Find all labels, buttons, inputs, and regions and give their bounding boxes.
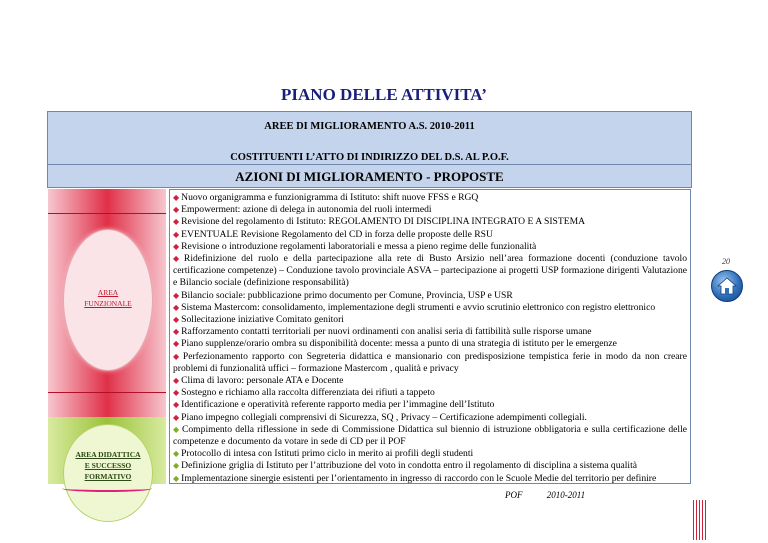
- header-line-1: AREE DI MIGLIORAMENTO A.S. 2010-2011: [264, 121, 475, 132]
- decorative-bars: [693, 500, 707, 540]
- list-item: ◆ Piano impegno collegiali comprensivi di Sicurezza, SQ , Privacy – Certificazione adempimenti collegiali.: [173, 412, 687, 424]
- footer-year: 2010-2011: [546, 490, 586, 500]
- list-item: ◆ Revisione o introduzione regolamenti laboratoriali e messa a pieno regime delle funzionalità: [173, 241, 687, 253]
- list-item: ◆ Revisione del regolamento di Istituto: REGOLAMENTO DI DISCIPLINA INTEGRATO E A SISTEMA: [173, 216, 687, 228]
- list-item: ◆ EVENTUALE Revisione Regolamento del CD in forza delle proposte delle RSU: [173, 229, 687, 241]
- list-item: ◆ Perfezionamento rapporto con Segreteria didattica e mansionario con predisposizione tempistica ferie in modo da non creare problemi di funzionalità uffici – formazione Mastercom , qualità e privacy: [173, 351, 687, 375]
- divider: [48, 392, 166, 393]
- list-item: ◆ Definizione griglia di Istituto per l’attribuzione del voto in condotta entro il regolamento di disciplina a sistema qualità: [173, 460, 687, 472]
- list-item: ◆ Clima di lavoro: personale ATA e Docente: [173, 375, 687, 387]
- list-item: ◆ Piano supplenze/orario ombra su disponibilità docente: messa a punto di una strategia di istituto per le emergenze: [173, 338, 687, 350]
- page-title: PIANO DELLE ATTIVITA’: [281, 85, 487, 104]
- list-item: ◆ Sollecitazione iniziative Comitato genitori: [173, 314, 687, 326]
- footer-pof: POF: [505, 490, 523, 500]
- list-item: ◆ Bilancio sociale: pubblicazione primo documento per Comune, Provincia, USP e USR: [173, 290, 687, 302]
- divider: [48, 213, 166, 214]
- home-icon[interactable]: [711, 270, 743, 302]
- area-funzionale-badge: [63, 229, 153, 371]
- list-item: ◆ Implementazione sinergie esistenti per l’orientamento in ingresso di raccordo con le Scuole Medie del territorio per definire: [173, 473, 687, 484]
- area-column: [48, 189, 166, 484]
- area-didattica-label: AREA DIDATTICA E SUCCESSO FORMATIVO: [75, 450, 141, 481]
- area-didattica-panel: [48, 417, 166, 484]
- subheader-box: [47, 164, 692, 188]
- list-item: ◆ Sistema Mastercom: consolidamento, implementazione degli strumenti e avvio scrutinio elettronico con registro elettronico: [173, 302, 687, 314]
- decorative-curve: [62, 485, 152, 492]
- list-item: ◆ Identificazione e operatività referente rapporto media per l’immagine dell’Istituto: [173, 399, 687, 411]
- list-item: ◆ Empowerment: azione di delega in autonomia del ruoli intermedi: [173, 204, 687, 216]
- area-funzionale-panel: [48, 189, 166, 417]
- list-item: ◆ Compimento della riflessione in sede di Commissione Didattica sul biennio di istruzione obbligatoria e sulla certificazione delle competenze e documento da votare in sede di CD per il POF: [173, 424, 687, 448]
- page-number: 20: [722, 257, 730, 266]
- header-line-2: COSTITUENTI L’ATTO DI INDIRIZZO DEL D.S. AL P.O.F.: [230, 152, 509, 163]
- area-funzionale-label: AREA FUNZIONALE: [84, 288, 132, 308]
- list-item: ◆ Sostegno e richiamo alla raccolta differenziata dei rifiuti a tappeto: [173, 387, 687, 399]
- actions-content: [169, 189, 691, 484]
- footer: [505, 490, 607, 500]
- area-didattica-badge: [63, 424, 153, 522]
- subheader-title: AZIONI DI MIGLIORAMENTO - PROPOSTE: [235, 169, 504, 184]
- list-item: ◆ Ridefinizione del ruolo e della partecipazione alla rete di Busto Arsizio nell’area formazione docenti (conduzione tavolo certificazione competenze) – Conduzione tavolo provinciale ASVA – partecipazione ai progetti USP formazione dirigenti Valutazione e Bilancio sociale (definizione responsabilità): [173, 253, 687, 290]
- list-item: ◆ Protocollo di intesa con Istituti primo ciclo in merito ai profili degli studenti: [173, 448, 687, 460]
- list-item: ◆ Rafforzamento contatti territoriali per nuovi ordinamenti con analisi seria di fattibilità sulle risporse umane: [173, 326, 687, 338]
- list-item: ◆ Nuovo organigramma e funzionigramma di Istituto: shift nuove FFSS e RGQ: [173, 192, 687, 204]
